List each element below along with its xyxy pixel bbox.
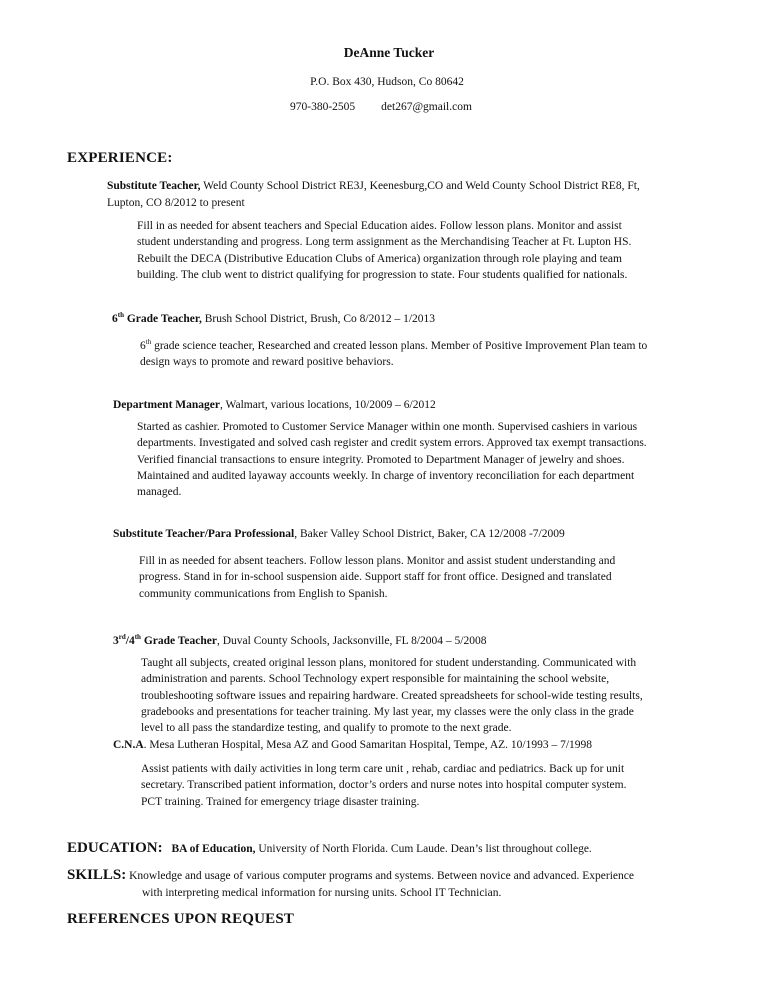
skills-line [67, 867, 634, 884]
mailing-address: P.O. Box 430, Hudson, Co 80642 [310, 76, 464, 88]
job-role: C.N.A [113, 739, 144, 751]
description-line: Taught all subjects, created original lesson plans, monitored for student understanding. Communicated with [141, 657, 637, 669]
job-title-line [113, 629, 486, 650]
job-details: , Duval County Schools, Jacksonville, FL 8/2004 – 5/2008 [216, 634, 487, 647]
references-heading: REFERENCES UPON REQUEST [67, 911, 295, 927]
description-line: Assist patients with daily activities in long term care unit , rehab, cardiac and pediatrics. Back up for unit [141, 763, 625, 775]
description-line: Verified financial transactions to ensure integrity. Promoted to Department Manager of jewelry and shoes. [137, 453, 625, 466]
job-description [139, 553, 729, 602]
description-line: progress. Stand in for in-school suspension aide. Support staff for front office. Designed and translated [139, 571, 612, 584]
description-text: grade science teacher, Researched and created lesson plans. Member of Positive Improvement Plan team to [151, 339, 648, 352]
description-line: design ways to promote and reward positive behaviors. [140, 356, 394, 369]
job-role-suffix: th [117, 311, 124, 319]
job-title-line [107, 178, 707, 212]
description-line: Fill in as needed for absent teachers. Follow lesson plans. Monitor and assist student understanding and [139, 555, 616, 567]
description-line [140, 334, 730, 354]
job-details: Brush School District, Brush, Co 8/2012 – 1/2013 [201, 312, 436, 325]
skills-heading: SKILLS: [67, 867, 127, 883]
job-role: Grade Teacher, [123, 312, 202, 325]
skills-text: Knowledge and usage of various computer programs and systems. Between novice and advanced. Experience [126, 870, 634, 882]
description-line: managed. [137, 486, 182, 499]
description-line: student understanding and progress. Long term assignment as the Merchandising Teacher at Ft. Lupton HS. [137, 236, 632, 249]
description-suffix: th [145, 338, 152, 346]
description-line: building. The club went to district qualifying for progression to state. Four students qualified for nationals. [137, 268, 628, 281]
job-role-mid: /4 [125, 634, 135, 647]
job-details: . Mesa Lutheran Hospital, Mesa AZ and Good Samaritan Hospital, Tempe, AZ. 10/1993 – 7/1998 [143, 739, 593, 751]
job-details-cont: Lupton, CO 8/2012 to present [107, 197, 245, 209]
job-role: Substitute Teacher/Para Professional [113, 528, 295, 540]
job-role-suffix2: th [134, 633, 141, 641]
job-description [137, 218, 727, 283]
education-details: University of North Florida. Cum Laude. Dean’s list throughout college. [255, 843, 592, 855]
description-line: community communications from English to Spanish. [139, 587, 388, 600]
skills-text-cont: with interpreting medical information for nursing units. School IT Technician. [142, 887, 502, 899]
job-details: , Baker Valley School District, Baker, CA 12/2008 -7/2009 [294, 528, 565, 540]
job-role: Grade Teacher [140, 634, 217, 647]
job-details: Weld County School District RE3J, Keenesburg,CO and Weld County School District RE8, Ft, [200, 180, 640, 192]
job-description [137, 419, 727, 500]
job-title-line [113, 526, 565, 543]
experience-heading: EXPERIENCE: [67, 150, 173, 166]
description-line: troubleshooting software issues and repairing hardware. Created spreadsheets for school-wide testing results, [141, 689, 643, 702]
job-role-number: 6 [112, 312, 118, 325]
phone-number: 970-380-2505 [290, 101, 356, 113]
job-description [140, 334, 730, 370]
education-degree: BA of Education, [171, 843, 256, 855]
description-line: Fill in as needed for absent teachers and Special Education aides. Follow lesson plans. Monitor and assist [137, 220, 622, 232]
description-line: Maintained and audited layaway accounts weekly. In charge of inventory reconciliation for each department [137, 469, 635, 482]
description-line: administration and parents. School Technology expert responsible for maintaining the school website, [141, 673, 610, 686]
education-line [67, 840, 592, 857]
job-title-line [113, 397, 436, 414]
description-line: secretary. Transcribed patient information, doctor’s orders and nurse notes into hospital computer system. [141, 779, 627, 792]
job-title-line [112, 307, 435, 328]
job-role: Department Manager [113, 399, 220, 411]
email-address: det267@gmail.com [381, 101, 472, 113]
job-title-line [113, 737, 592, 754]
description-line: departments. Investigated and solved cash register and credit system errors. Approved tax exempt transactions. [137, 437, 647, 450]
job-details: , Walmart, various locations, 10/2009 – 6/2012 [219, 399, 436, 411]
job-role-number: 3 [113, 634, 119, 647]
contact-line [290, 101, 472, 113]
description-line: Rebuilt the DECA (Distributive Education Clubs of America) organization through role playing and team [137, 252, 622, 265]
description-line: PCT training. Trained for emergency triage disaster training. [141, 795, 420, 808]
description-number: 6 [140, 339, 146, 352]
description-line: gradebooks and presentations for teacher training. My last year, my classes were the only class in the grade [141, 705, 634, 718]
job-role-suffix: rd [118, 633, 126, 641]
job-description [141, 655, 731, 736]
education-heading: EDUCATION: [67, 840, 163, 856]
job-description [141, 761, 731, 810]
description-line: Started as cashier. Promoted to Customer Service Manager within one month. Supervised cashiers in various [137, 421, 638, 433]
description-line: level to all pass the standardize testing, and qualify to promote to the next grade. [141, 722, 512, 735]
job-role: Substitute Teacher, [107, 180, 201, 192]
applicant-name: DeAnne Tucker [343, 45, 435, 60]
